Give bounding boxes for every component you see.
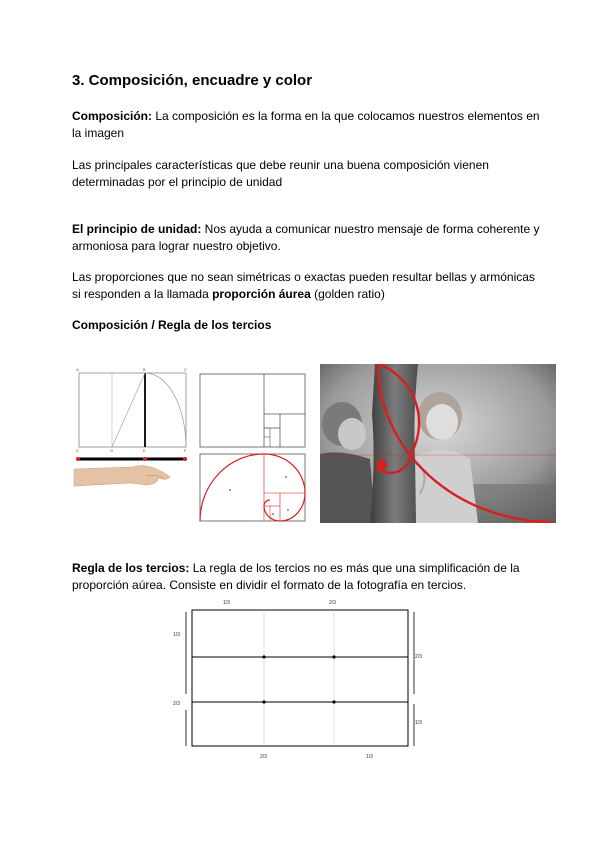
rule-of-thirds-diagram [168,596,430,764]
thirds-label-right-bottom: 1/3 [415,720,422,726]
thirds-label-top-right: 2/3 [329,600,336,606]
thirds-label-left-bottom: 2/3 [173,701,180,707]
label-g: G [110,448,114,453]
composition-label: Composición: [72,109,152,123]
thirds-label-left-top: 1/3 [173,632,180,638]
unity-text: Nos ayuda a comunicar nuestro mensaje de forma coherente y armoniosa para lograr nuestro objetivo. [72,222,540,253]
thirds-label-top-left: 1/3 [223,600,230,606]
composition-text: La composición es la forma en la que colocamos nuestros elementos en la imagen [72,109,540,140]
label-b: B [143,367,146,372]
proportions-paragraph [72,269,542,303]
unity-label: El principio de unidad: [72,222,202,236]
characteristics-paragraph: Las principales características que debe reunir una buena composición vienen determinadas por el principio de unidad [72,158,489,189]
section-title: 3. Composición, encuadre y color [72,72,313,89]
golden-spiral-photo [320,364,556,523]
thirds-label-bottom-right: 1/3 [366,754,373,760]
thirds-label: Regla de los tercios: [72,561,190,575]
proportions-text-after: (golden ratio) [310,287,385,301]
rule-of-thirds-subheading: Composición / Regla de los tercios [72,318,272,332]
label-a: A [76,367,79,372]
thirds-label-right-top: 2/3 [415,654,422,660]
thirds-paragraph [72,560,542,594]
golden-ratio-term: proporción áurea [212,287,311,301]
label-f: F [184,448,187,453]
golden-spiral-diagram [198,452,308,524]
unity-paragraph [72,221,542,255]
golden-ratio-construction-diagram [72,364,194,498]
golden-rectangle-diagram [198,372,308,450]
thirds-text: La regla de los tercios no es más que una simplificación de la proporción aúrea. Consiste en dividir el formato de la fotografía en tercios. [72,561,520,592]
label-e: E [143,448,146,453]
label-d: D [76,448,79,453]
proportions-text-before: Las proporciones que no sean simétricas o exactas pueden resultar bellas y armónicas si responden a la llamada [72,270,535,301]
thirds-label-bottom-left: 2/3 [260,754,267,760]
composition-paragraph [72,108,542,142]
label-c: C [184,367,187,372]
